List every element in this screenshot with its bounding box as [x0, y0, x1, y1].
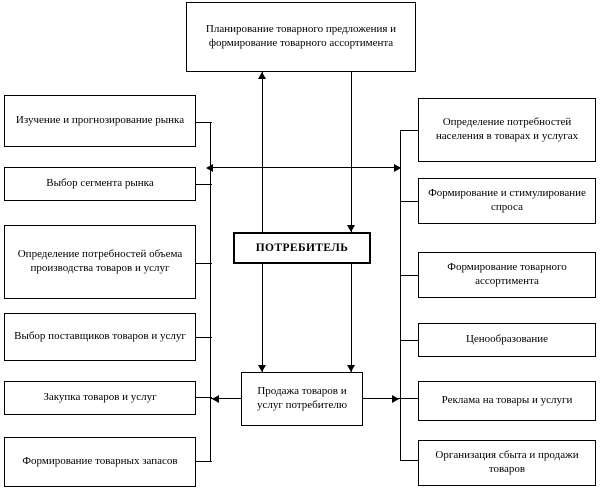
right-box-5[interactable]: [418, 381, 596, 421]
right-chain-lower: [351, 264, 352, 372]
left-box-5-label: Закупка товаров и услуг: [43, 391, 157, 404]
left-box-3-label: Определение потребностей объема производства товаров и услуг: [17, 248, 183, 274]
left-box-5[interactable]: [4, 381, 196, 415]
right-stub-1: [400, 130, 418, 131]
consumer-to-sales-arrowhead: [258, 365, 266, 372]
left-stub-3: [196, 263, 212, 264]
left-box-6-label: Формирование товарных запасов: [22, 455, 178, 468]
top-to-consumer-line: [262, 72, 263, 232]
right-box-5-label: Реклама на товары и услуги: [441, 394, 573, 407]
consumer-label: ПОТРЕБИТЕЛЬ: [255, 241, 349, 254]
left-stub-1: [196, 122, 212, 123]
left-box-3[interactable]: [4, 225, 196, 299]
sales-box[interactable]: [241, 372, 363, 426]
right-spine: [400, 130, 401, 460]
consumer-right-arrowhead: [394, 164, 401, 172]
left-stub-6: [196, 461, 212, 462]
left-box-4[interactable]: [4, 313, 196, 361]
right-box-3-label: Формирование товарного ассортимента: [447, 261, 567, 287]
right-chain-upper: [351, 72, 352, 232]
right-box-6-label: Организация сбыта и продажи товаров: [435, 449, 579, 475]
left-box-2[interactable]: [4, 167, 196, 201]
right-box-2[interactable]: [418, 178, 596, 224]
right-chain-upper-arrowhead: [347, 225, 355, 232]
sales-right-arrowhead: [392, 395, 399, 403]
left-spine-lower: [210, 397, 211, 461]
right-chain-lower-arrowhead: [347, 365, 355, 372]
sales-left-arrowhead: [212, 395, 219, 403]
left-stub-2: [196, 184, 212, 185]
consumer-to-sales-line: [262, 264, 263, 372]
right-box-1[interactable]: [418, 98, 596, 162]
left-box-1[interactable]: [4, 95, 196, 147]
right-box-3[interactable]: [418, 252, 596, 298]
consumer-left-arrowhead: [206, 164, 213, 172]
top-planning-box[interactable]: [186, 2, 416, 72]
right-stub-5: [400, 398, 418, 399]
sales-label: Продажа товаров и услуг потребителю: [256, 385, 348, 411]
left-box-6[interactable]: [4, 437, 196, 487]
consumer-horizontal-connector: [210, 167, 400, 168]
left-stub-4: [196, 337, 212, 338]
right-stub-4: [400, 340, 418, 341]
right-box-6[interactable]: [418, 440, 596, 486]
right-box-2-label: Формирование и стимулирование спроса: [428, 187, 586, 213]
right-stub-2: [400, 201, 418, 202]
right-box-4-label: Ценообразование: [465, 333, 549, 346]
left-box-1-label: Изучение и прогнозирование рынка: [15, 114, 185, 127]
top-planning-label: Планирование товарного предложения и формирование товарного ассортимента: [205, 23, 397, 49]
right-box-1-label: Определение потребностей населения в товарах и услугах: [435, 116, 579, 142]
right-stub-6: [400, 460, 418, 461]
consumer-box[interactable]: [233, 232, 371, 264]
left-box-4-label: Выбор поставщиков товаров и услуг: [14, 330, 186, 343]
top-to-consumer-arrowhead: [258, 72, 266, 79]
right-stub-3: [400, 275, 418, 276]
right-box-4[interactable]: [418, 323, 596, 357]
left-box-2-label: Выбор сегмента рынка: [46, 177, 154, 190]
